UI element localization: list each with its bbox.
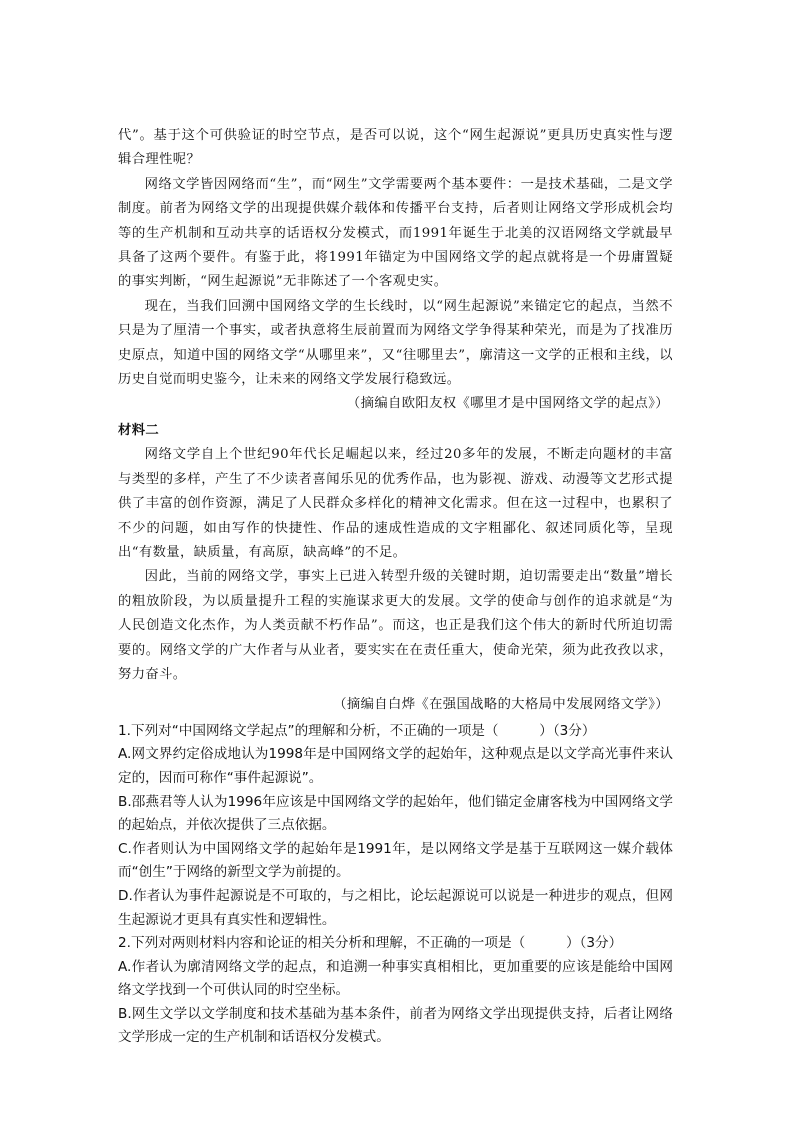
paragraph: 现在，当我们回溯中国网络文学的生长线时，以“网生起源说”来锚定它的起点，当然不只是为了厘清一个事实，或者执意将生辰前置而为网络文学争得某种荣光，而是为了找准历史原点，知道中国的网络文学“从哪里来”，又“往哪里去”，廓清这一文学的正根和主线，以历史自觉而明史鉴今，让未来的网络文学发展行稳致远。 (118, 298, 673, 388)
option-a: A.网文界约定俗成地认为1998年是中国网络文学的起始年，这种观点是以文学高光事件来认定的，因而可称作“事件起源说”。 (118, 746, 673, 786)
question-2 (118, 932, 673, 1050)
document-page (118, 124, 673, 1050)
material-heading: 材料二 (118, 422, 160, 438)
question-stem: 2.下列对两则材料内容和论证的相关分析和理解，不正确的一项是（ ）（3分） (118, 935, 623, 952)
paragraph-continuation: 代”。基于这个可供验证的时空节点，是否可以说，这个“网生起源说”更具历史真实性与逻辑合理性呢？ (118, 128, 673, 168)
source-citation: （摘编自白烨《在强国战略的大格局中发展网络文学》） (333, 697, 669, 713)
paragraph: 因此，当前的网络文学，事实上已进入转型升级的关键时期，迫切需要走出“数量”增长的粗放阶段，为以质量提升工程的实施谋求更大的发展。文学的使命与创作的追求就是“为人民创造文化杰作，为人类贡献不朽作品”。而这，也正是我们这个伟大的新时代所迫切需要的。网络文学的广大作者与从业者，要实实在在责任重大，使命光荣，须为此孜孜以求，努力奋斗。 (118, 569, 673, 682)
question-1 (118, 720, 673, 932)
option-a: A.作者认为廓清网络文学的起点，和追溯一种事实真相相比，更加重要的应该是能给中国网络文学找到一个可供认同的时空坐标。 (118, 958, 673, 999)
option-c: C.作者则认为中国网络文学的起始年是1991年，是以网络文学是基于互联网这一媒介载体而“创生”于网络的新型文学为前提的。 (118, 840, 673, 881)
material-one (118, 124, 673, 417)
question-stem: 1.下列对“中国网络文学起点”的理解和分析，不正确的一项是（ ）（3分） (118, 722, 596, 739)
option-b: B.网生文学以文学制度和技术基础为基本条件，前者为网络文学出现提供支持，后者让网络文学形成一定的生产机制和话语权分发模式。 (118, 1005, 673, 1046)
option-b: B.邵燕君等人认为1996年应该是中国网络文学的起始年，他们锚定金庸客栈为中国网络文学的起始点，并依次提供了三点依据。 (118, 793, 673, 834)
option-d: D.作者认为事件起源说是不可取的，与之相比，论坛起源说可以说是一种进步的观点，但网生起源说才更具有真实性和逻辑性。 (118, 887, 673, 928)
source-citation: （摘编自欧阳友权《哪里才是中国网络文学的起点》） (346, 396, 669, 412)
paragraph: 网络文学皆因网络而“生”，而“网生”文学需要两个基本要件：一是技术基础，二是文学制度。前者为网络文学的出现提供媒介载体和传播平台支持，后者则让网络文学形成机会均等的生产机制和互动共享的话语权分发模式，而1991年诞生于北美的汉语网络文学就最早具备了这两个要件。有鉴于此，将1991年锚定为中国网络文学的起点就将是一个毋庸置疑的事实判断，“网生起源说”无非陈述了一个客观史实。 (118, 176, 673, 290)
paragraph: 网络文学自上个世纪90年代长足崛起以来，经过20多年的发展，不断走向题材的丰富与类型的多样，产生了不少读者喜闻乐见的优秀作品，也为影视、游戏、动漫等文艺形式提供了丰富的创作资源，满足了人民群众多样化的精神文化需求。但在这一过程中，也累积了不少的问题，如由写作的快捷性、作品的速成性造成的文字粗鄙化、叙述同质化等，呈现出“有数量，缺质量，有高原，缺高峰”的不足。 (118, 447, 673, 560)
material-two (118, 419, 673, 718)
